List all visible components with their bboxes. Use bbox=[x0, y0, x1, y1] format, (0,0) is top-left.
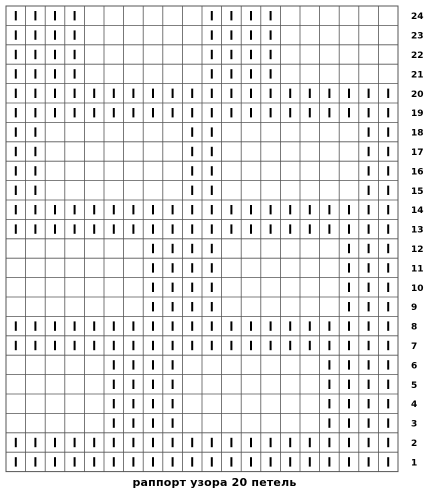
row-number: 16 bbox=[411, 167, 424, 178]
row-number: 9 bbox=[411, 303, 418, 314]
row-number: 4 bbox=[411, 400, 418, 411]
row-number-labels bbox=[411, 12, 424, 468]
row-number: 20 bbox=[411, 89, 424, 100]
row-number: 3 bbox=[411, 419, 418, 430]
row-number: 21 bbox=[411, 70, 424, 81]
row-number: 7 bbox=[411, 342, 418, 352]
row-number: 5 bbox=[411, 380, 418, 391]
row-number: 12 bbox=[411, 245, 424, 255]
row-number: 11 bbox=[411, 264, 424, 275]
row-number: 14 bbox=[411, 206, 424, 217]
row-number: 17 bbox=[411, 148, 424, 158]
row-number: 18 bbox=[411, 128, 424, 139]
row-number: 10 bbox=[411, 283, 424, 294]
chart-grid bbox=[6, 6, 398, 472]
row-number: 22 bbox=[411, 51, 424, 61]
row-number: 23 bbox=[411, 31, 424, 42]
row-number: 2 bbox=[411, 439, 418, 449]
row-number: 6 bbox=[411, 361, 418, 372]
row-number: 8 bbox=[411, 322, 418, 333]
chart-caption: раппорт узора 20 петель bbox=[132, 476, 297, 489]
row-number: 1 bbox=[411, 458, 418, 469]
row-number: 15 bbox=[411, 186, 424, 197]
row-number: 24 bbox=[411, 12, 424, 23]
row-number: 19 bbox=[411, 109, 424, 120]
row-number: 13 bbox=[411, 225, 424, 236]
